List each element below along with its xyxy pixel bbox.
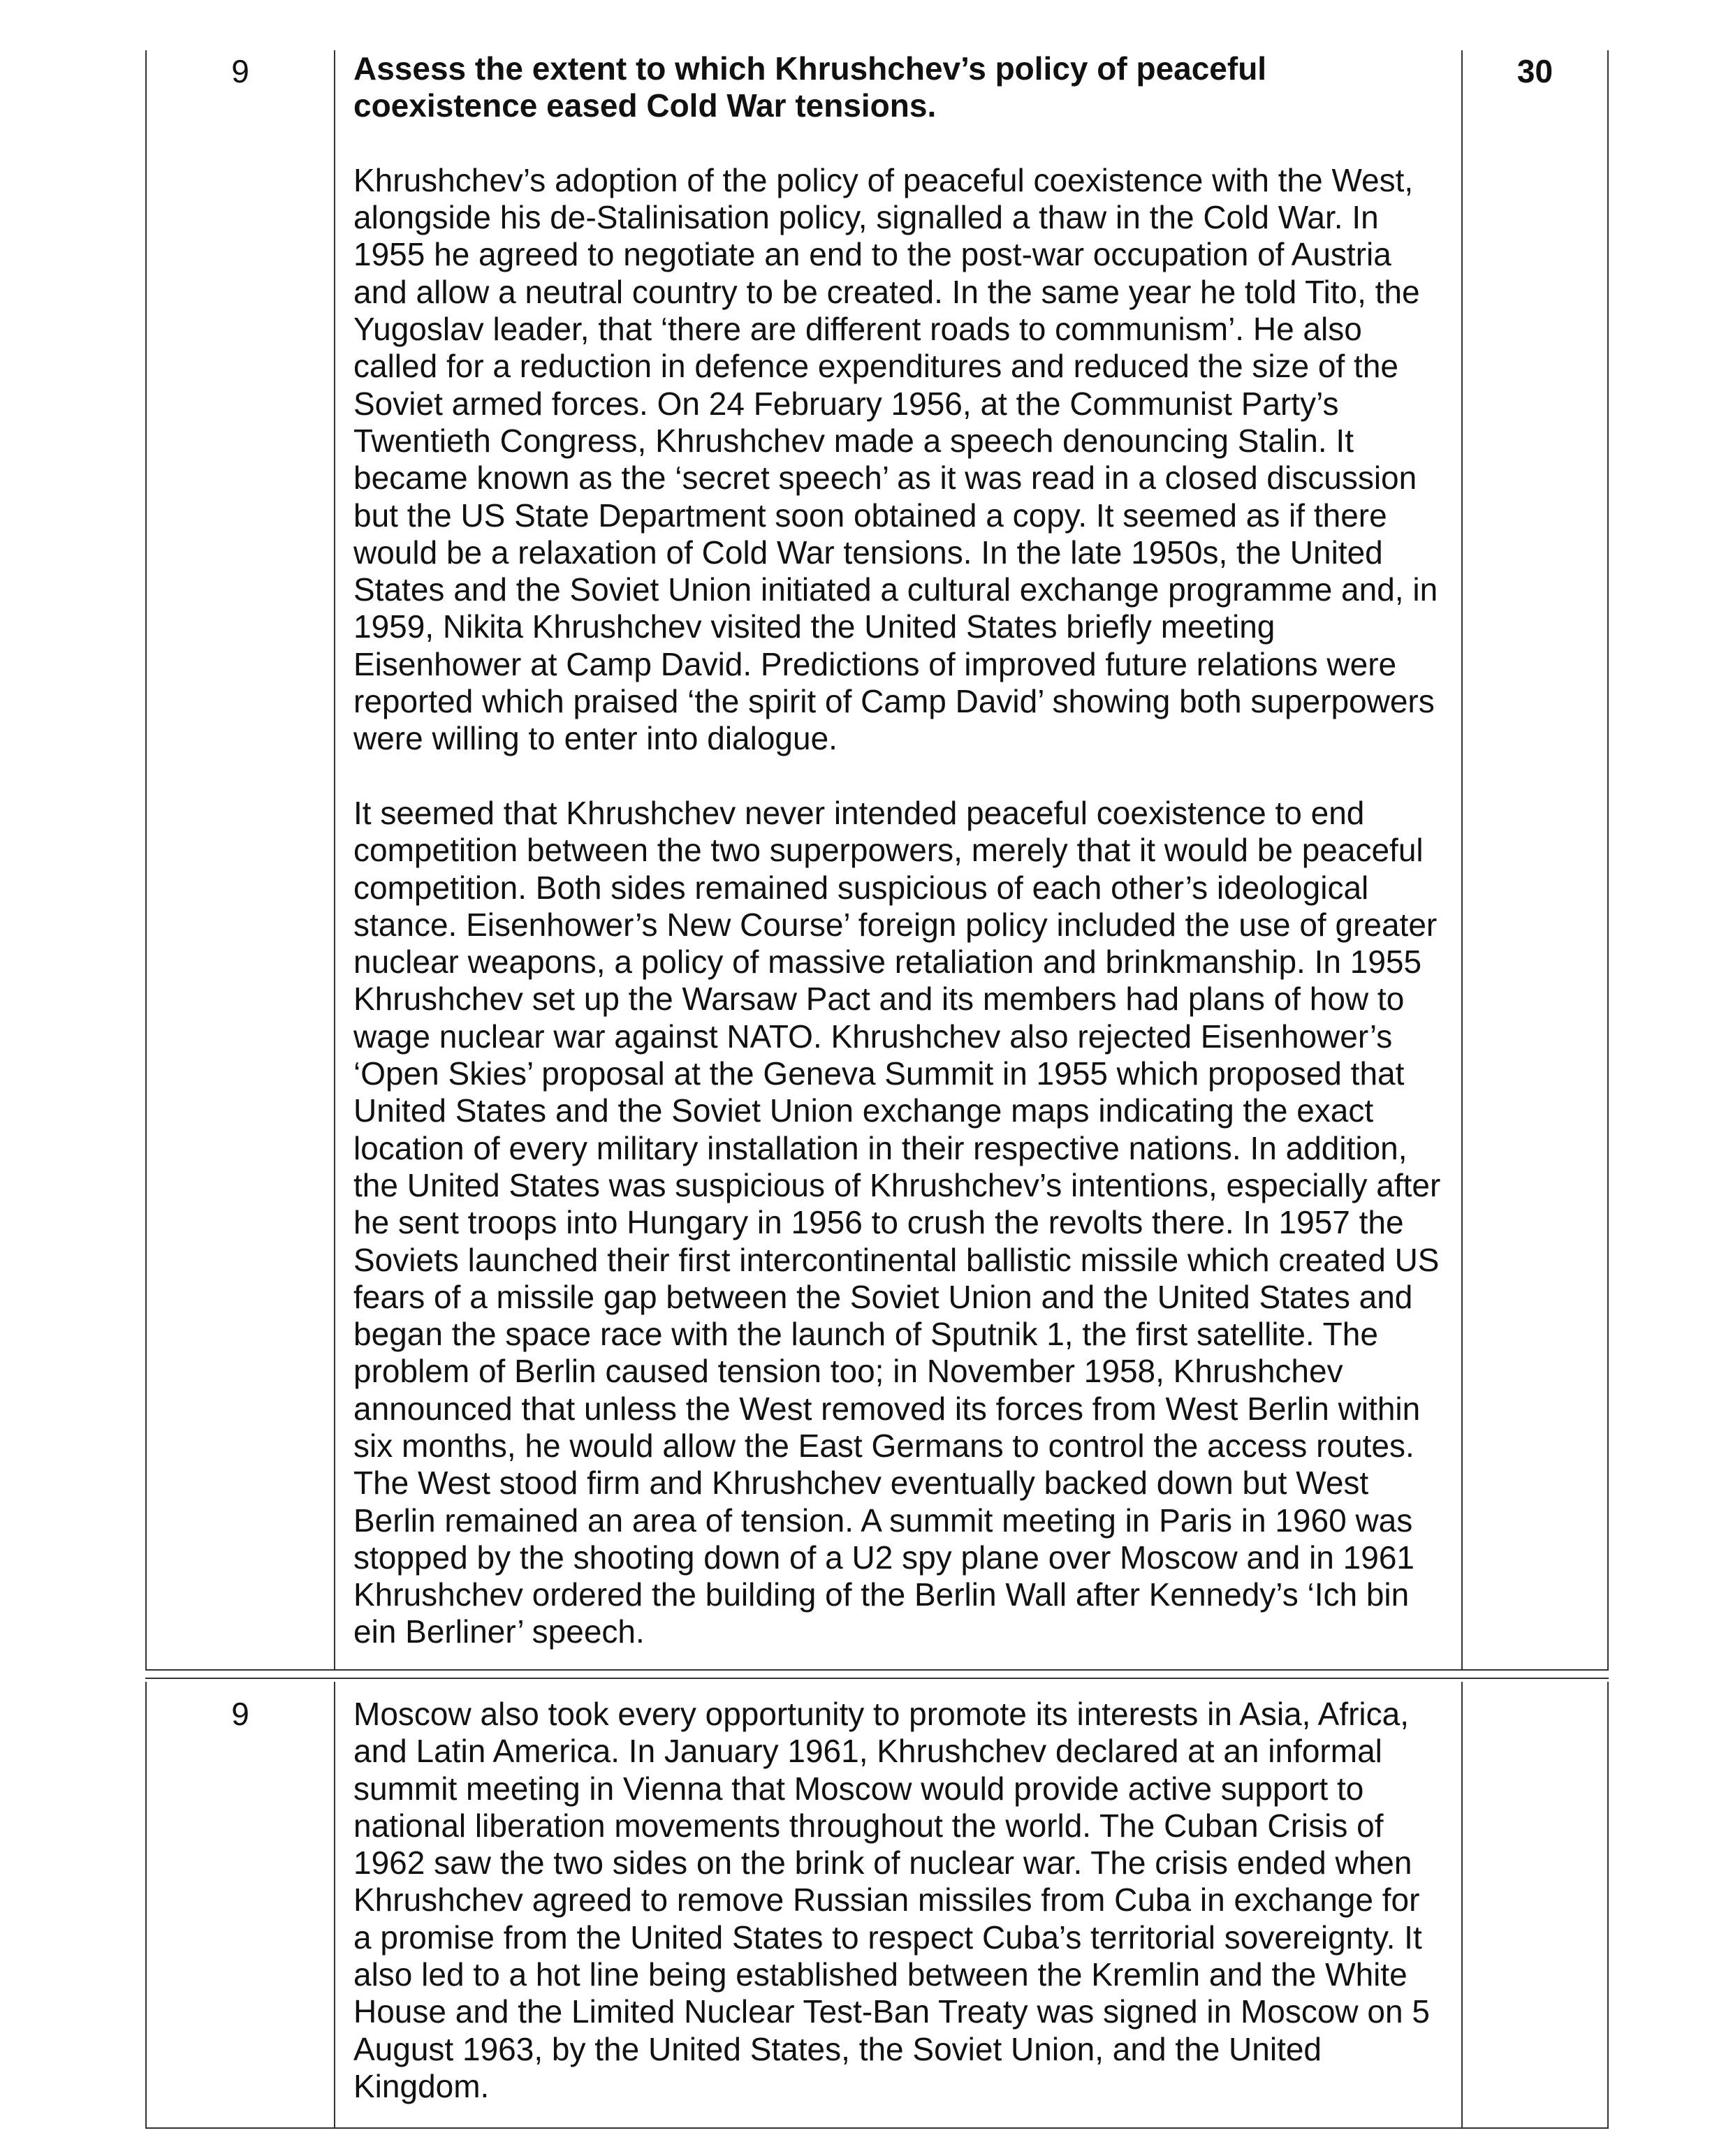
question-number-cell: 9 <box>147 1682 335 2127</box>
answer-content-cell <box>335 50 1463 1669</box>
marks-cell <box>1463 1682 1607 2127</box>
question-text: Assess the extent to which Khrushchev’s policy of peaceful coexistence eased Cold War tensions. <box>353 50 1267 124</box>
answer-paragraph-1: Khrushchev’s adoption of the policy of peaceful coexistence with the West, alongside his de-Stalinisation policy, signalled a thaw in the Cold War. In 1955 he agreed to negotiate an end to the post-war occupation of Austria and allow a neutral country to be created. In the same year he told Tito, the Yugoslav leader, that ‘there are different roads to communism’. He also called for a reduction in defence expenditures and reduced the size of the Soviet armed forces. On 24 February 1956, at the Communist Party’s Twentieth Congress, Khrushchev made a speech denouncing Stalin. It became known as the ‘secret speech’ as it was read in a closed discussion but the US State Department soon obtained a copy. It seemed as if there would be a relaxation of Cold War tensions. In the late 1950s, the United States and the Soviet Union initiated a cultural exchange programme and, in 1959, Nikita Khrushchev visited the United States briefly meeting Eisenhower at Camp David. Predictions of improved future relations were reported which praised ‘the spirit of Camp David’ showing both superpowers were willing to enter into dialogue. <box>353 161 1438 757</box>
answer-paragraph-2: It seemed that Khrushchev never intended peaceful coexistence to end competition between the two superpowers, merely that it would be peaceful competition. Both sides remained suspicious of each other’s ideological stance. Eisenhower’s New Course’ foreign policy included the use of greater nuclear weapons, a policy of massive retaliation and brinkmanship. In 1955 Khrushchev set up the Warsaw Pact and its members had plans of how to wage nuclear war against NATO. Khrushchev also rejected Eisenhower’s ‘Open Skies’ proposal at the Geneva Summit in 1955 which proposed that United States and the Soviet Union exchange maps indicating the exact location of every military installation in their respective nations. In addition, the United States was suspicious of Khrushchev’s intentions, especially after he sent troops into Hungary in 1956 to crush the revolts there. In 1957 the Soviets launched their first intercontinental ballistic missile which created US fears of a missile gap between the Soviet Union and the United States and began the space race with the launch of Sputnik 1, the first satellite. The problem of Berlin caused tension too; in November 1958, Khrushchev announced that unless the West removed its forces from West Berlin within six months, he would allow the East Germans to control the access routes. The West stood firm and Khrushchev eventually backed down but West Berlin remained an area of tension. A summit meeting in Paris in 1960 was stopped by the shooting down of a U2 spy plane over Moscow and in 1961 Khrushchev ordered the building of the Berlin Wall after Kennedy’s ‘Ich bin ein Berliner’ speech. <box>353 794 1441 1650</box>
question-number-cell: 9 <box>147 50 335 1669</box>
table-row-question-9 <box>145 50 1609 1669</box>
page-break-divider <box>145 1669 1609 1679</box>
table-row-question-9-continued <box>145 1682 1609 2129</box>
marks-cell: 30 <box>1516 53 1553 89</box>
answer-content-cell <box>335 1682 1463 2127</box>
mark-scheme-table <box>145 0 1609 2104</box>
answer-paragraph-3: Moscow also took every opportunity to promote its interests in Asia, Africa, and Latin America. In January 1961, Khrushchev declared at an informal summit meeting in Vienna that Moscow would provide active support to national liberation movements throughout the world. The Cuban Crisis of 1962 saw the two sides on the brink of nuclear war. The crisis ended when Khrushchev agreed to remove Russian missiles from Cuba in exchange for a promise from the United States to respect Cuba’s territorial sovereignty. It also led to a hot line being established between the Kremlin and the White House and the Limited Nuclear Test-Ban Treaty was signed in Moscow on 5 August 1963, by the United States, the Soviet Union, and the United Kingdom. <box>353 1696 1430 2104</box>
